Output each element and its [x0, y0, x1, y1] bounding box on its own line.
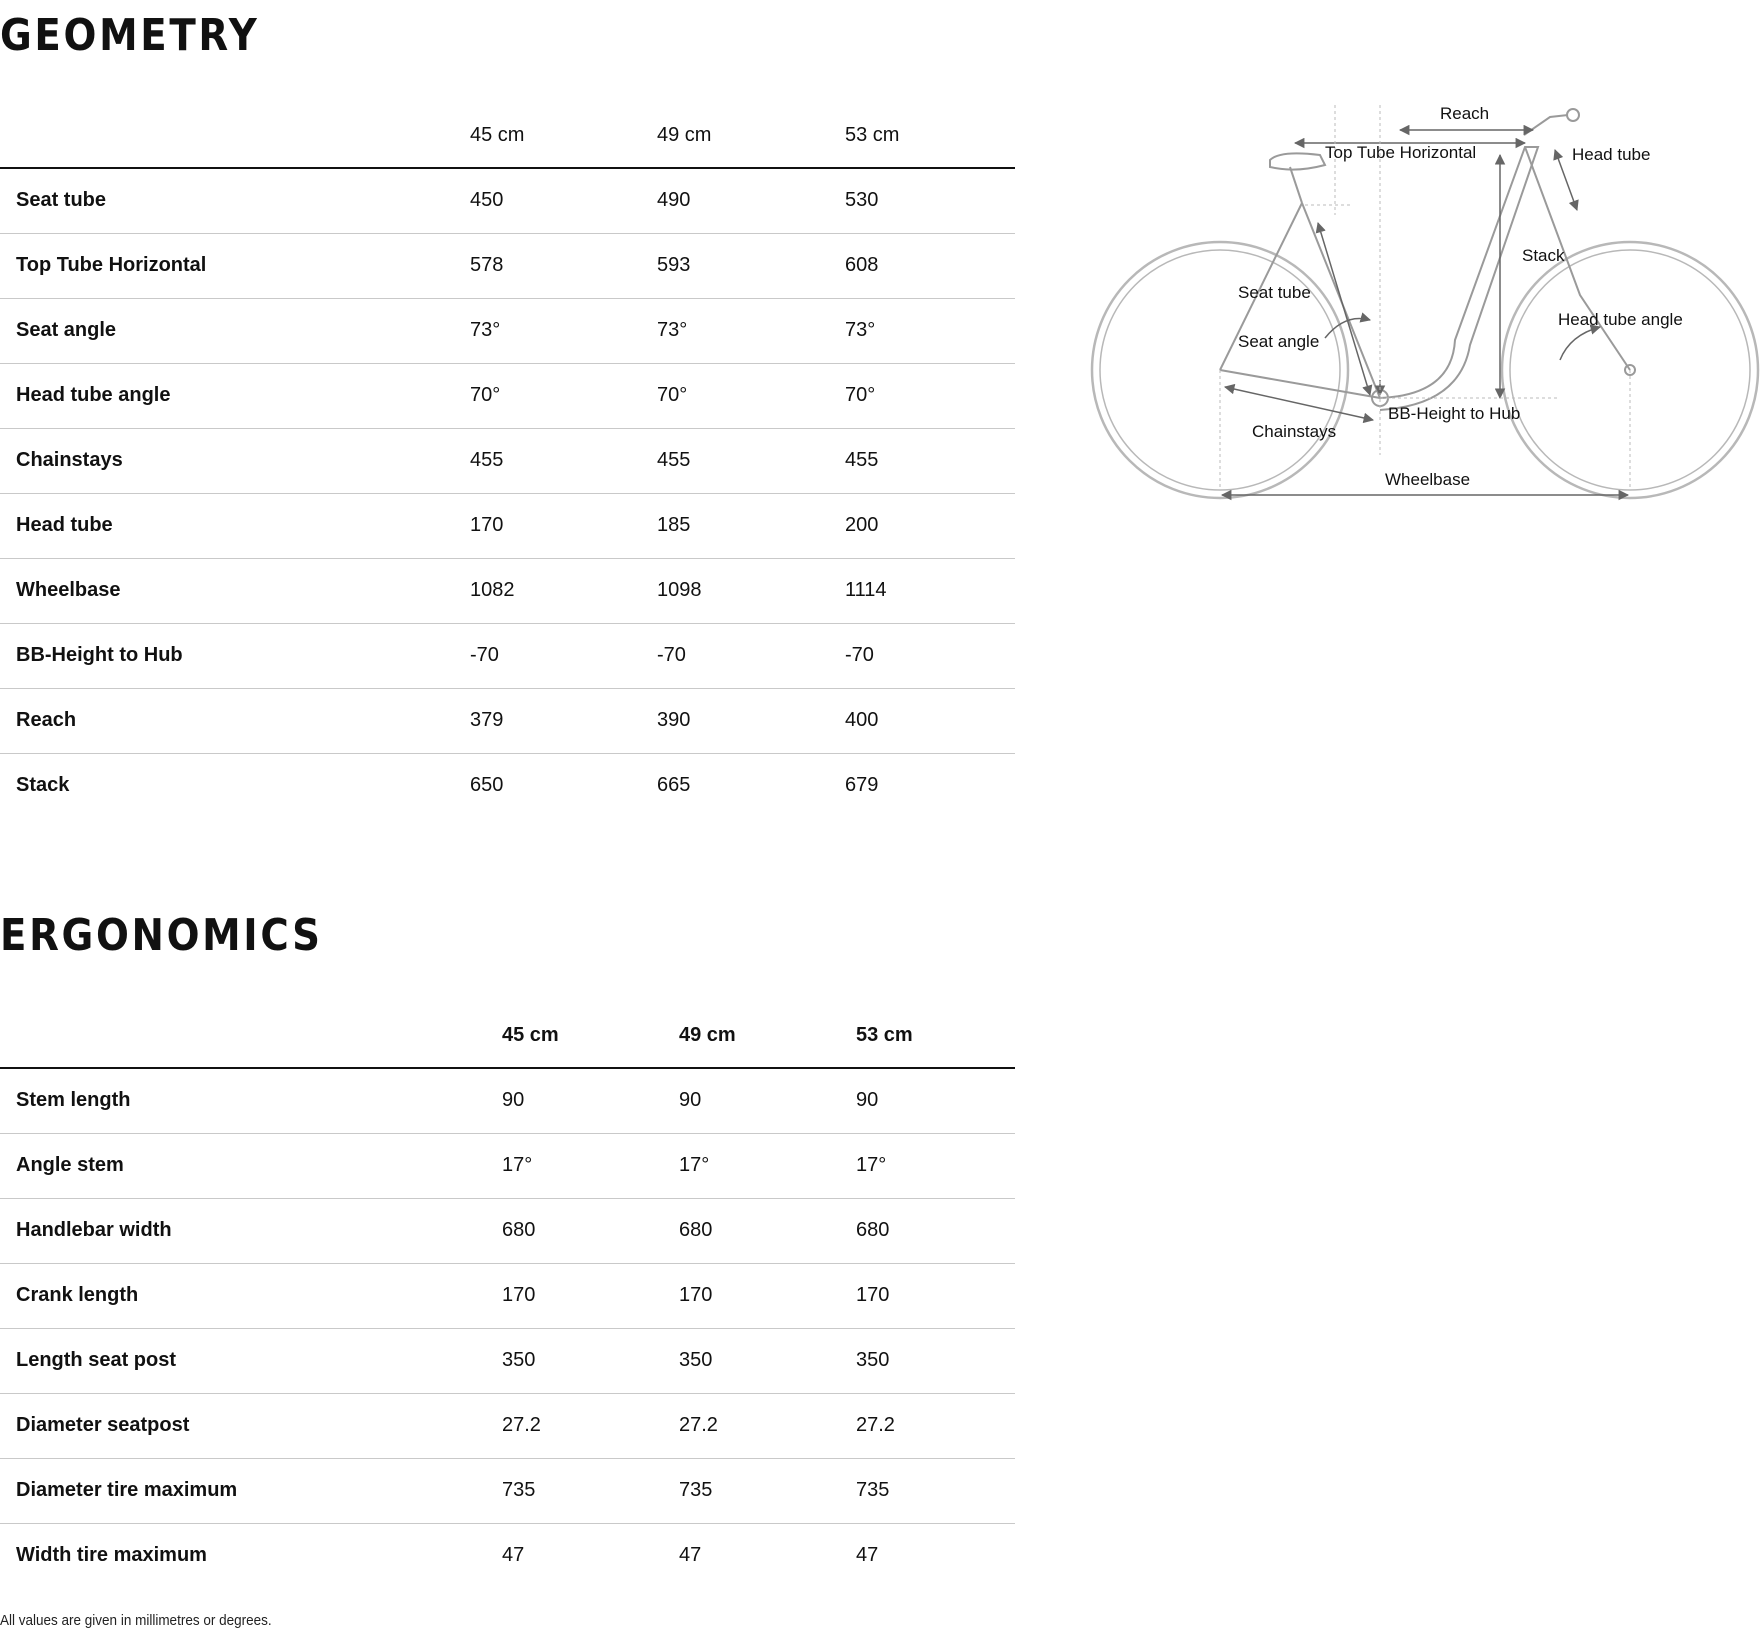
table-row	[0, 753, 1015, 818]
cell-value: 90	[502, 1068, 679, 1133]
cell-value: 170	[856, 1263, 1015, 1328]
cell-value: 490	[657, 168, 845, 233]
cell-value: 90	[679, 1068, 856, 1133]
cell-value: 455	[657, 428, 845, 493]
diagram-label-head-tube: Head tube	[1572, 145, 1651, 164]
units-footnote: All values are given in millimetres or degrees.	[0, 1612, 272, 1629]
diagram-label-seat-angle: Seat angle	[1238, 332, 1320, 351]
cell-value: 70°	[657, 363, 845, 428]
table-row	[0, 428, 1015, 493]
diagram-label-stack: Stack	[1522, 246, 1565, 265]
cell-value: 200	[845, 493, 1015, 558]
cell-value: 73°	[657, 298, 845, 363]
cell-value: 665	[657, 774, 691, 797]
table-row	[0, 1263, 1015, 1328]
cell-value: 70°	[470, 363, 657, 428]
cell-value: 735	[856, 1458, 1015, 1523]
row-label: Seat angle	[0, 298, 470, 363]
row-label: Length seat post	[0, 1328, 502, 1393]
cell-value: 170	[679, 1263, 856, 1328]
cell-value: 593	[657, 233, 845, 298]
cell-value: 350	[856, 1328, 1015, 1393]
table-row	[0, 1133, 1015, 1198]
table-row	[0, 1458, 1015, 1523]
row-label: BB-Height to Hub	[0, 623, 470, 688]
geometry-header-size: 53 cm	[845, 76, 1015, 168]
table-row	[0, 1523, 1015, 1588]
ergonomics-header-size: 53 cm	[856, 976, 1015, 1068]
cell-value: 170	[470, 493, 657, 558]
row-label: Top Tube Horizontal	[0, 233, 470, 298]
table-row	[0, 168, 1015, 233]
cell-value: 1114	[845, 558, 1015, 623]
cell-value: 680	[856, 1198, 1015, 1263]
cell-value: 17°	[856, 1133, 1015, 1198]
geometry-title: GEOMETRY	[0, 10, 260, 61]
cell-value: 735	[679, 1458, 856, 1523]
diagram-label-chainstays: Chainstays	[1252, 422, 1337, 441]
cell-value: 27.2	[679, 1393, 856, 1458]
diagram-label-bb-height: BB-Height to Hub	[1388, 404, 1521, 423]
cell-value: 350	[502, 1328, 679, 1393]
row-label: Handlebar width	[0, 1198, 502, 1263]
diagram-label-wheelbase: Wheelbase	[1385, 470, 1471, 489]
cell-value: 608	[845, 233, 1015, 298]
cell-value: 170	[502, 1263, 679, 1328]
cell-value: 70°	[845, 363, 1015, 428]
cell-value: 455	[845, 428, 1015, 493]
table-row	[0, 1328, 1015, 1393]
cell-value: 379	[470, 688, 657, 753]
geometry-header-size: 49 cm	[657, 76, 845, 168]
ergonomics-title: ERGONOMICS	[0, 910, 323, 961]
cell-value: 47	[856, 1544, 879, 1567]
row-label: Diameter tire maximum	[0, 1458, 502, 1523]
cell-value: 530	[845, 168, 1015, 233]
cell-value: 400	[845, 688, 1015, 753]
cell-value: 73°	[470, 298, 657, 363]
table-row	[0, 623, 1015, 688]
row-label: Width tire maximum	[16, 1544, 207, 1567]
cell-value: 185	[657, 493, 845, 558]
table-row	[0, 688, 1015, 753]
row-label: Crank length	[0, 1263, 502, 1328]
table-row	[0, 1393, 1015, 1458]
ergonomics-header-row	[0, 976, 1015, 1068]
cell-value: 27.2	[856, 1393, 1015, 1458]
ergonomics-header-size: 49 cm	[679, 976, 856, 1068]
ergonomics-header-size: 45 cm	[502, 976, 679, 1068]
row-label: Seat tube	[0, 168, 470, 233]
table-row	[0, 493, 1015, 558]
row-label: Stem length	[0, 1068, 502, 1133]
table-row	[0, 558, 1015, 623]
ergonomics-header-label	[0, 976, 502, 1068]
cell-value: 650	[470, 774, 504, 797]
row-label: Diameter seatpost	[0, 1393, 502, 1458]
cell-value: 17°	[679, 1133, 856, 1198]
cell-value: 350	[679, 1328, 856, 1393]
cell-value: -70	[470, 623, 657, 688]
cell-value: 90	[856, 1068, 1015, 1133]
row-label: Angle stem	[0, 1133, 502, 1198]
cell-value: 390	[657, 688, 845, 753]
row-label: Wheelbase	[0, 558, 470, 623]
cell-value: 27.2	[502, 1393, 679, 1458]
ergonomics-table	[0, 976, 1015, 1588]
row-label: Head tube angle	[0, 363, 470, 428]
geometry-header-label	[0, 76, 470, 168]
cell-value: 578	[470, 233, 657, 298]
diagram-label-top-tube: Top Tube Horizontal	[1325, 143, 1477, 162]
cell-value: -70	[657, 623, 845, 688]
table-row	[0, 363, 1015, 428]
cell-value: 73°	[845, 298, 1015, 363]
table-row	[0, 1068, 1015, 1133]
cell-value: 679	[845, 774, 879, 797]
cell-value: 1082	[470, 558, 657, 623]
row-label: Stack	[16, 774, 70, 797]
table-row	[0, 233, 1015, 298]
cell-value: 455	[470, 428, 657, 493]
bike-geometry-diagram	[1080, 95, 1760, 515]
row-label: Reach	[0, 688, 470, 753]
cell-value: 680	[679, 1198, 856, 1263]
cell-value: -70	[845, 623, 1015, 688]
geometry-header-size: 45 cm	[470, 76, 657, 168]
row-label: Chainstays	[0, 428, 470, 493]
geometry-table	[0, 76, 1015, 818]
cell-value: 17°	[502, 1133, 679, 1198]
cell-value: 680	[502, 1198, 679, 1263]
cell-value: 47	[502, 1544, 525, 1567]
cell-value: 47	[679, 1544, 702, 1567]
table-row	[0, 298, 1015, 363]
geometry-header-row	[0, 76, 1015, 168]
row-label: Head tube	[0, 493, 470, 558]
diagram-label-head-tube-angle: Head tube angle	[1558, 310, 1683, 329]
diagram-label-seat-tube: Seat tube	[1238, 283, 1311, 302]
cell-value: 1098	[657, 558, 845, 623]
table-row	[0, 1198, 1015, 1263]
cell-value: 450	[470, 168, 657, 233]
diagram-label-reach: Reach	[1440, 104, 1490, 123]
cell-value: 735	[502, 1458, 679, 1523]
